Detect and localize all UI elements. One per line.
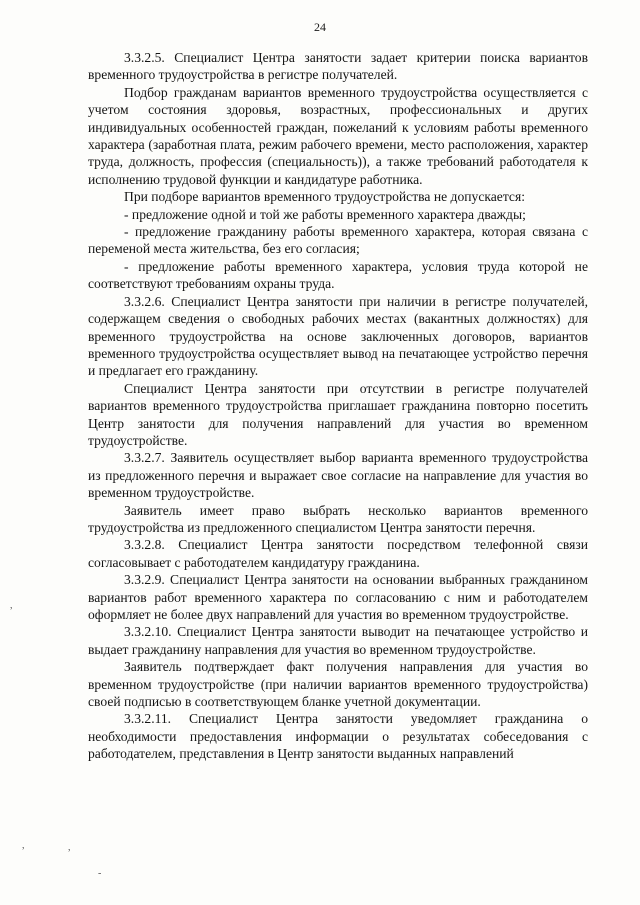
scan-mark: , bbox=[22, 840, 25, 851]
list-item: - предложение гражданину работы временного характера, которая связана с переменой места жительства, без его согласия; bbox=[88, 224, 588, 257]
document-body bbox=[88, 49, 588, 763]
paragraph-applicant-confirms: Заявитель подтверждает факт получения направления для участия во временном трудоустройстве (при наличии вариантов временного трудоустройства) своей подписью в соответствующем бланке учетной документации. bbox=[88, 659, 588, 710]
paragraph-not-allowed: При подборе вариантов временного трудоустройства не допускается: bbox=[124, 189, 525, 205]
page-number: 24 bbox=[314, 20, 326, 34]
paragraph-3-3-2-11: 3.3.2.11. Специалист Центра занятости уведомляет гражданина о необходимости предоставления информации о результатах собеседования с работодателем, представления в Центр занятости выданных направлений bbox=[88, 711, 588, 762]
paragraph-applicant-right: Заявитель имеет право выбрать несколько вариантов временного трудоустройства из предложенного специалистом Центра занятости перечня. bbox=[88, 502, 588, 535]
scan-mark: , bbox=[68, 842, 71, 853]
paragraph-3-3-2-7: 3.3.2.7. Заявитель осуществляет выбор варианта временного трудоустройства из предложенного перечня и выражает свое согласие на направление для участия во временном трудоустройстве. bbox=[88, 450, 588, 501]
paragraph-3-3-2-5: 3.3.2.5. Специалист Центра занятости задает критерии поиска вариантов временного трудоустройства в регистре получателей. bbox=[88, 50, 588, 83]
paragraph-3-3-2-10: 3.3.2.10. Специалист Центра занятости выводит на печатающее устройство и выдает гражданину направления для участия во временном трудоустройстве. bbox=[88, 624, 588, 657]
list-item: - предложение работы временного характера, условия труда которой не соответствуют требованиям охраны труда. bbox=[88, 258, 588, 292]
paragraph-3-3-2-8: 3.3.2.8. Специалист Центра занятости посредством телефонной связи согласовывает с работодателем кандидатуру гражданина. bbox=[88, 537, 588, 570]
list-item: - предложение одной и той же работы временного характера дважды; bbox=[124, 206, 526, 222]
scan-mark: - bbox=[98, 868, 102, 879]
paragraph-no-vacancies: Специалист Центра занятости при отсутствии в регистре получателей вариантов временного трудоустройства приглашает гражданина повторно посетить Центр занятости для получения направлений для участия во временном трудоустройстве. bbox=[88, 380, 588, 448]
scan-mark: , bbox=[10, 600, 13, 611]
paragraph-3-3-2-9: 3.3.2.9. Специалист Центра занятости на основании выбранных гражданином вариантов работ временного характера по согласованию с ним и работодателем оформляет не более двух направлений для участия во временном трудоустройстве. bbox=[88, 572, 588, 622]
paragraph-3-3-2-6: 3.3.2.6. Специалист Центра занятости при наличии в регистре получателей, содержащем сведения о свободных рабочих местах (вакантных должностях) для временного трудоустройства на основе заключенных договоров, вариантов временного трудоустройства осуществляет вывод на печатающее устройство перечня и предлагает его гражданину. bbox=[88, 293, 588, 379]
paragraph-selection: Подбор гражданам вариантов временного трудоустройства осуществляется с учетом состояния здоровья, возрастных, профессиональных и других индивидуальных особенностей граждан, пожеланий к условиям работы временного характера (заработная плата, режим рабочего времени, место расположения, характер труда, должность, профессия (специальность)), а также требований работодателя к исполнению трудовой функции и кандидатуре работника. bbox=[88, 84, 588, 187]
